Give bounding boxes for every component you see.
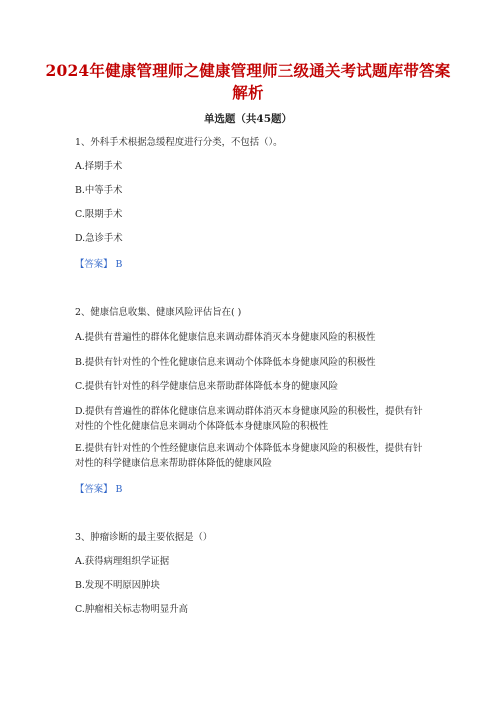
question-2-option-c: C.提供有针对性的科学健康信息来帮助群体降低本身的健康风险 (75, 381, 338, 392)
section-heading: 单选题（共45题） (203, 113, 293, 125)
question-3-stem: 3、肿瘤诊断的最主要依据是（） (75, 532, 213, 543)
question-2-option-d: D.提供有普遍性的群体化健康信息来调动群体消灭本身健康风险的积极性，提供有针对性的个性化健康信息来调动个体降低本身健康风险的积极性 (75, 406, 423, 432)
question-1-option-d: D.急诊手术 (75, 233, 123, 244)
question-2-option-b: B.提供有针对性的个性化健康信息来调动个体降低本身健康风险的积极性 (75, 357, 376, 368)
question-1-option-b: B.中等手术 (75, 185, 123, 196)
document-title: 2024年健康管理师之健康管理师三级通关考试题库带答案解析 (45, 61, 451, 102)
question-2-option-e: E.提供有针对性的个性经健康信息来调动个体降低本身健康风险的积极性，提供有针对性的科学健康信息来帮助群体降低的健康风险 (75, 443, 423, 469)
question-3-option-a: A.获得病理组织学证据 (75, 556, 170, 567)
question-2-stem: 2、健康信息收集、健康风险评估旨在( ) (75, 307, 242, 318)
question-1-option-a: A.择期手术 (75, 161, 123, 172)
question-1-answer: 【答案】 B (75, 259, 123, 270)
question-3-option-b: B.发现不明原因肿块 (75, 580, 160, 591)
question-1-stem: 1、外科手术根据急缓程度进行分类，不包括（）。 (75, 137, 283, 148)
question-3-option-c: C.肿瘤相关标志物明显升高 (75, 604, 188, 615)
question-1-option-c: C.限期手术 (75, 209, 123, 220)
question-2-option-a: A.提供有普遍性的群体化健康信息来调动群体消灭本身健康风险的积极性 (75, 332, 376, 343)
question-2-answer: 【答案】 B (75, 484, 123, 495)
